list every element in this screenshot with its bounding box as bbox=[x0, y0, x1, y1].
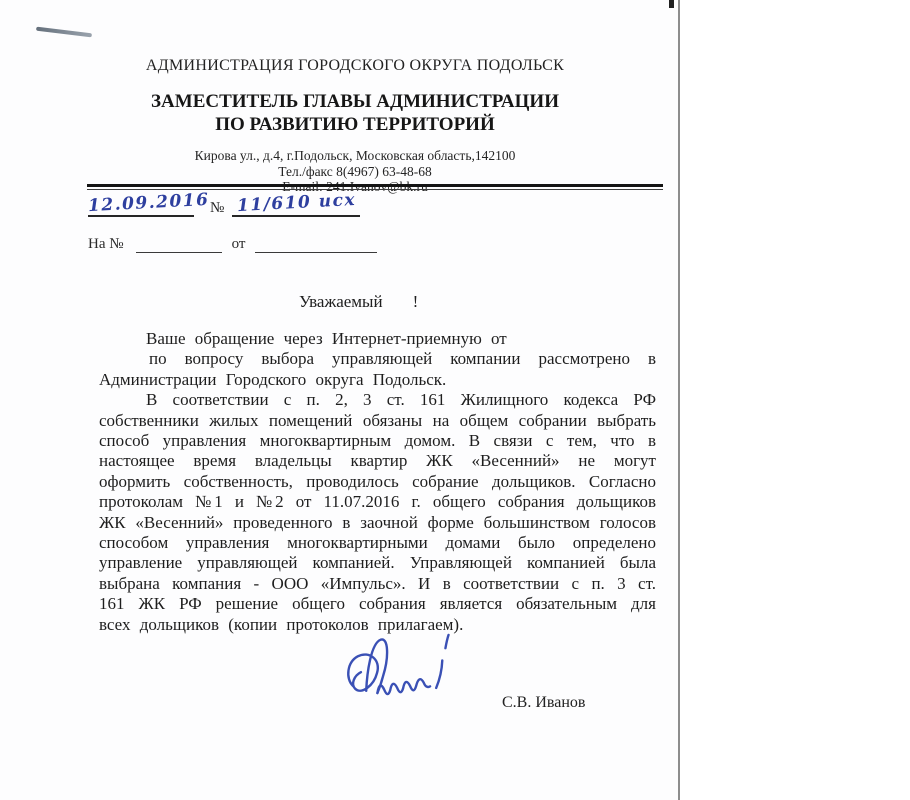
organization-name: АДМИНИСТРАЦИЯ ГОРОДСКОГО ОКРУГА ПОДОЛЬСК bbox=[145, 57, 565, 74]
body-paragraph1-line3: Администрации Городского округа Подольск. bbox=[99, 369, 447, 389]
letterhead-divider-rule bbox=[87, 184, 663, 190]
handwritten-signature bbox=[342, 628, 470, 716]
official-title-line1: ЗАМЕСТИТЕЛЬ ГЛАВЫ АДМИНИСТРАЦИИ bbox=[151, 91, 559, 112]
scan-corner-artifact bbox=[669, 0, 674, 8]
reply-date-blank bbox=[255, 238, 377, 253]
page-edge-line bbox=[678, 0, 680, 800]
body-paragraph1-line2: по вопросу выбора управляющей компании рассмотрено в bbox=[149, 349, 656, 369]
address-line: Кирова ул., д.4, г.Подольск, Московская область,142100 bbox=[194, 148, 516, 163]
salutation bbox=[299, 292, 418, 312]
reply-number-label: На № bbox=[88, 236, 124, 252]
body-paragraph1-line1: Ваше обращение через Интернет-приемную от bbox=[146, 329, 507, 348]
handwritten-outgoing-number: 11/610 исх bbox=[236, 189, 357, 217]
reply-date-label: от bbox=[231, 236, 246, 252]
number-sign: № bbox=[210, 200, 225, 216]
signatory-name: С.В. Иванов bbox=[502, 694, 586, 711]
salutation-text: Уважаемый bbox=[299, 292, 383, 311]
outgoing-reference-row bbox=[87, 189, 360, 217]
letter-body bbox=[99, 329, 656, 635]
incoming-reference-row bbox=[88, 236, 377, 253]
reply-number-blank bbox=[136, 238, 222, 253]
phone-line: Тел./факс 8(4967) 63-48-68 bbox=[278, 163, 432, 179]
date-underline-field bbox=[87, 189, 210, 217]
body-paragraph2: В соответствии с п. 2, 3 ст. 161 Жилищного кодекса РФ собственники жилых помещений обязаны на общем собрании выбрать способ управления многоквартирным домом. В связи с тем, что в настоящее время владельцы квартир ЖК «Весенний» не могут оформить собственность, проводилось собрание дольщиков. Согласно протоколам №1 и №2 от 11.07.2016 г. общего собрания дольщиков ЖК «Весенний» проведенного в заочной форме большинством голосов способом управления многоквартирными домами было определено управление управляющей компанией. Управляющей компанией была выбрана компания - ООО «Импульс». И в соответствии с п. 3 ст. 161 ЖК РФ решение общего собрания является обязательным для всех дольщиков (копии протоколов прилагаем). bbox=[99, 390, 656, 634]
email-line: E-mail: 241.Ivanov@bk.ru bbox=[282, 179, 428, 194]
handwritten-date: 12.09.2016 bbox=[87, 189, 210, 217]
number-underline-field bbox=[232, 189, 360, 217]
letterhead bbox=[45, 57, 665, 195]
salutation-exclamation: ! bbox=[412, 292, 419, 311]
official-title-line2: ПО РАЗВИТИЮ ТЕРРИТОРИЙ bbox=[215, 114, 495, 135]
